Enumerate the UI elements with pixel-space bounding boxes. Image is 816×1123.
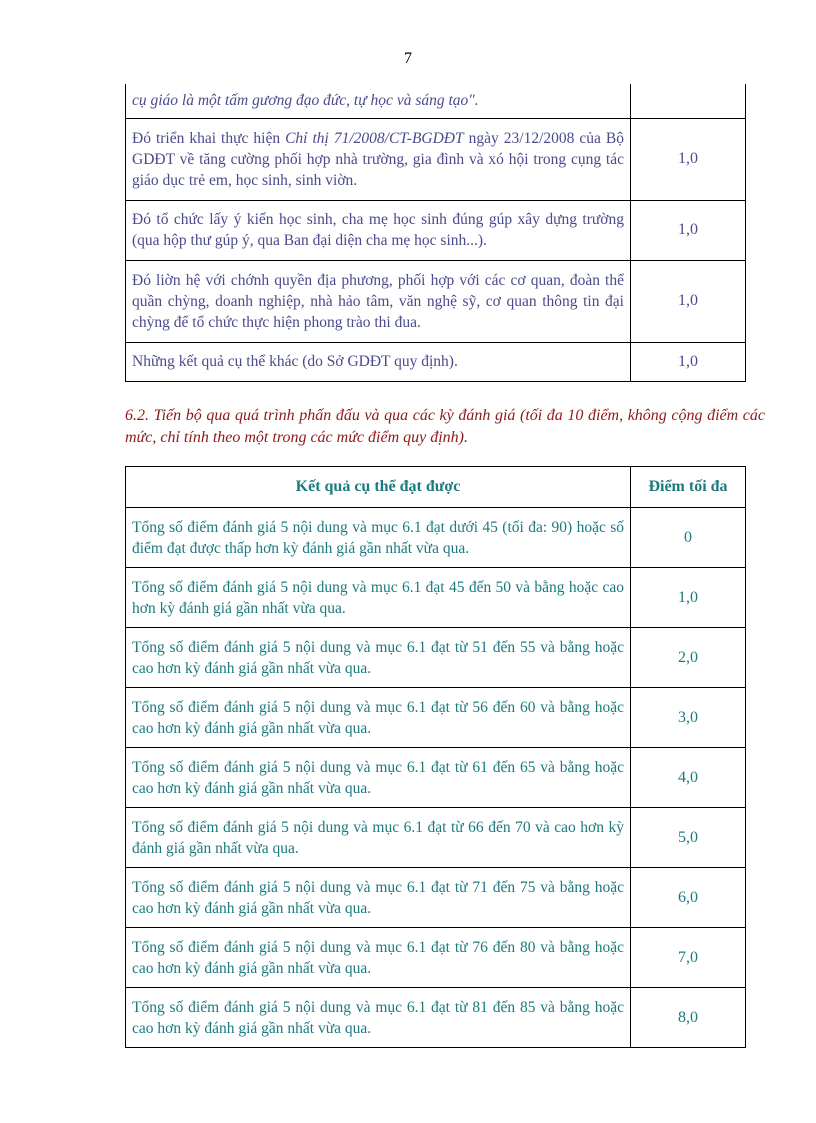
criterion-text-pre: Đó triển khai thực hiện bbox=[132, 129, 286, 147]
score-cell: 1,0 bbox=[631, 118, 746, 200]
result-text: Tổng số điểm đánh giá 5 nội dung và mục 6.1 đạt từ 61 đến 65 và bằng hoặc cao hơn kỳ đánh giá gần nhất vừa qua. bbox=[126, 748, 631, 808]
score-cell: 7,0 bbox=[631, 928, 746, 988]
result-text: Tổng số điểm đánh giá 5 nội dung và mục 6.1 đạt từ 66 đến 70 và cao hơn kỳ đánh giá gần nhất vừa qua. bbox=[126, 808, 631, 868]
table-row bbox=[126, 688, 746, 748]
table-header-row bbox=[126, 467, 746, 508]
page-number: 7 bbox=[404, 50, 412, 67]
table-row bbox=[126, 748, 746, 808]
criterion-text bbox=[126, 118, 631, 200]
score-cell: 8,0 bbox=[631, 988, 746, 1048]
table-row bbox=[126, 260, 746, 342]
score-cell: 3,0 bbox=[631, 688, 746, 748]
result-text: Tổng số điểm đánh giá 5 nội dung và mục 6.1 đạt từ 71 đến 75 và bằng hoặc cao hơn kỳ đánh giá gần nhất vừa qua. bbox=[126, 868, 631, 928]
score-cell: 6,0 bbox=[631, 868, 746, 928]
result-text: Tổng số điểm đánh giá 5 nội dung và mục 6.1 đạt từ 81 đến 85 và bằng hoặc cao hơn kỳ đánh giá gần nhất vừa qua. bbox=[126, 988, 631, 1048]
criteria-table-continued bbox=[125, 84, 746, 382]
table-row bbox=[126, 342, 746, 381]
continuation-text: cụ giáo là một tấm gương đạo đức, tự học và sáng tạo". bbox=[126, 84, 631, 118]
criterion-text: Đó tổ chức lấy ý kiến học sinh, cha mẹ học sinh đúng gúp xây dựng trường (qua hộp thư gúp ý, qua Ban đại diện cha mẹ học sinh...). bbox=[126, 200, 631, 260]
result-text: Tổng số điểm đánh giá 5 nội dung và mục 6.1 đạt dưới 45 (tối đa: 90) hoặc số điểm đạt được thấp hơn kỳ đánh giá gần nhất vừa qua. bbox=[126, 508, 631, 568]
table-row bbox=[126, 988, 746, 1048]
directive-reference: Chỉ thị 71/2008/CT-BGDĐT bbox=[285, 129, 464, 147]
table-row bbox=[126, 808, 746, 868]
criterion-text: Đó liờn hệ với chớnh quyền địa phương, phối hợp với các cơ quan, đoàn thể quần chỳng, doanh nghiệp, nhà hảo tâm, văn nghệ sỹ, cơ quan thông tin đại chỳng để tổ chức thực hiện phong trào thi đua. bbox=[126, 260, 631, 342]
table-row bbox=[126, 84, 746, 118]
result-text: Tổng số điểm đánh giá 5 nội dung và mục 6.1 đạt từ 51 đến 55 và bằng hoặc cao hơn kỳ đánh giá gần nhất vừa qua. bbox=[126, 628, 631, 688]
table-row bbox=[126, 508, 746, 568]
score-cell: 1,0 bbox=[631, 260, 746, 342]
table-row bbox=[126, 568, 746, 628]
progress-score-table bbox=[125, 466, 746, 1048]
score-cell-empty bbox=[631, 84, 746, 118]
table-row bbox=[126, 628, 746, 688]
criterion-text: Những kết quả cụ thể khác (do Sở GDĐT quy định). bbox=[126, 342, 631, 381]
score-cell: 4,0 bbox=[631, 748, 746, 808]
result-text: Tổng số điểm đánh giá 5 nội dung và mục 6.1 đạt từ 56 đến 60 và bằng hoặc cao hơn kỳ đánh giá gần nhất vừa qua. bbox=[126, 688, 631, 748]
table-row bbox=[126, 928, 746, 988]
score-cell: 1,0 bbox=[631, 568, 746, 628]
column-header-result: Kết quả cụ thể đạt được bbox=[126, 467, 631, 508]
table-row bbox=[126, 200, 746, 260]
score-cell: 2,0 bbox=[631, 628, 746, 688]
table-row bbox=[126, 868, 746, 928]
column-header-max-score: Điểm tối đa bbox=[631, 467, 746, 508]
result-text: Tổng số điểm đánh giá 5 nội dung và mục 6.1 đạt từ 76 đến 80 và bằng hoặc cao hơn kỳ đánh giá gần nhất vừa qua. bbox=[126, 928, 631, 988]
section-heading: 6.2. Tiến bộ qua quá trình phấn đấu và qua các kỳ đánh giá (tối đa 10 điểm, không cộng điểm các mức, chỉ tính theo một trong các mức điểm quy định). bbox=[125, 407, 765, 446]
score-cell: 1,0 bbox=[631, 342, 746, 381]
score-cell: 5,0 bbox=[631, 808, 746, 868]
score-cell: 0 bbox=[631, 508, 746, 568]
result-text: Tổng số điểm đánh giá 5 nội dung và mục 6.1 đạt 45 đến 50 và bằng hoặc cao hơn kỳ đánh giá gần nhất vừa qua. bbox=[126, 568, 631, 628]
table-row bbox=[126, 118, 746, 200]
score-cell: 1,0 bbox=[631, 200, 746, 260]
criterion-text-post: ngày 23/12/2008 của Bộ GDĐT về tăng cường phối hợp nhà trường, gia đình và xó hội trong cụng tác giáo dục trẻ em, học sinh, sinh viờn. bbox=[132, 129, 624, 189]
